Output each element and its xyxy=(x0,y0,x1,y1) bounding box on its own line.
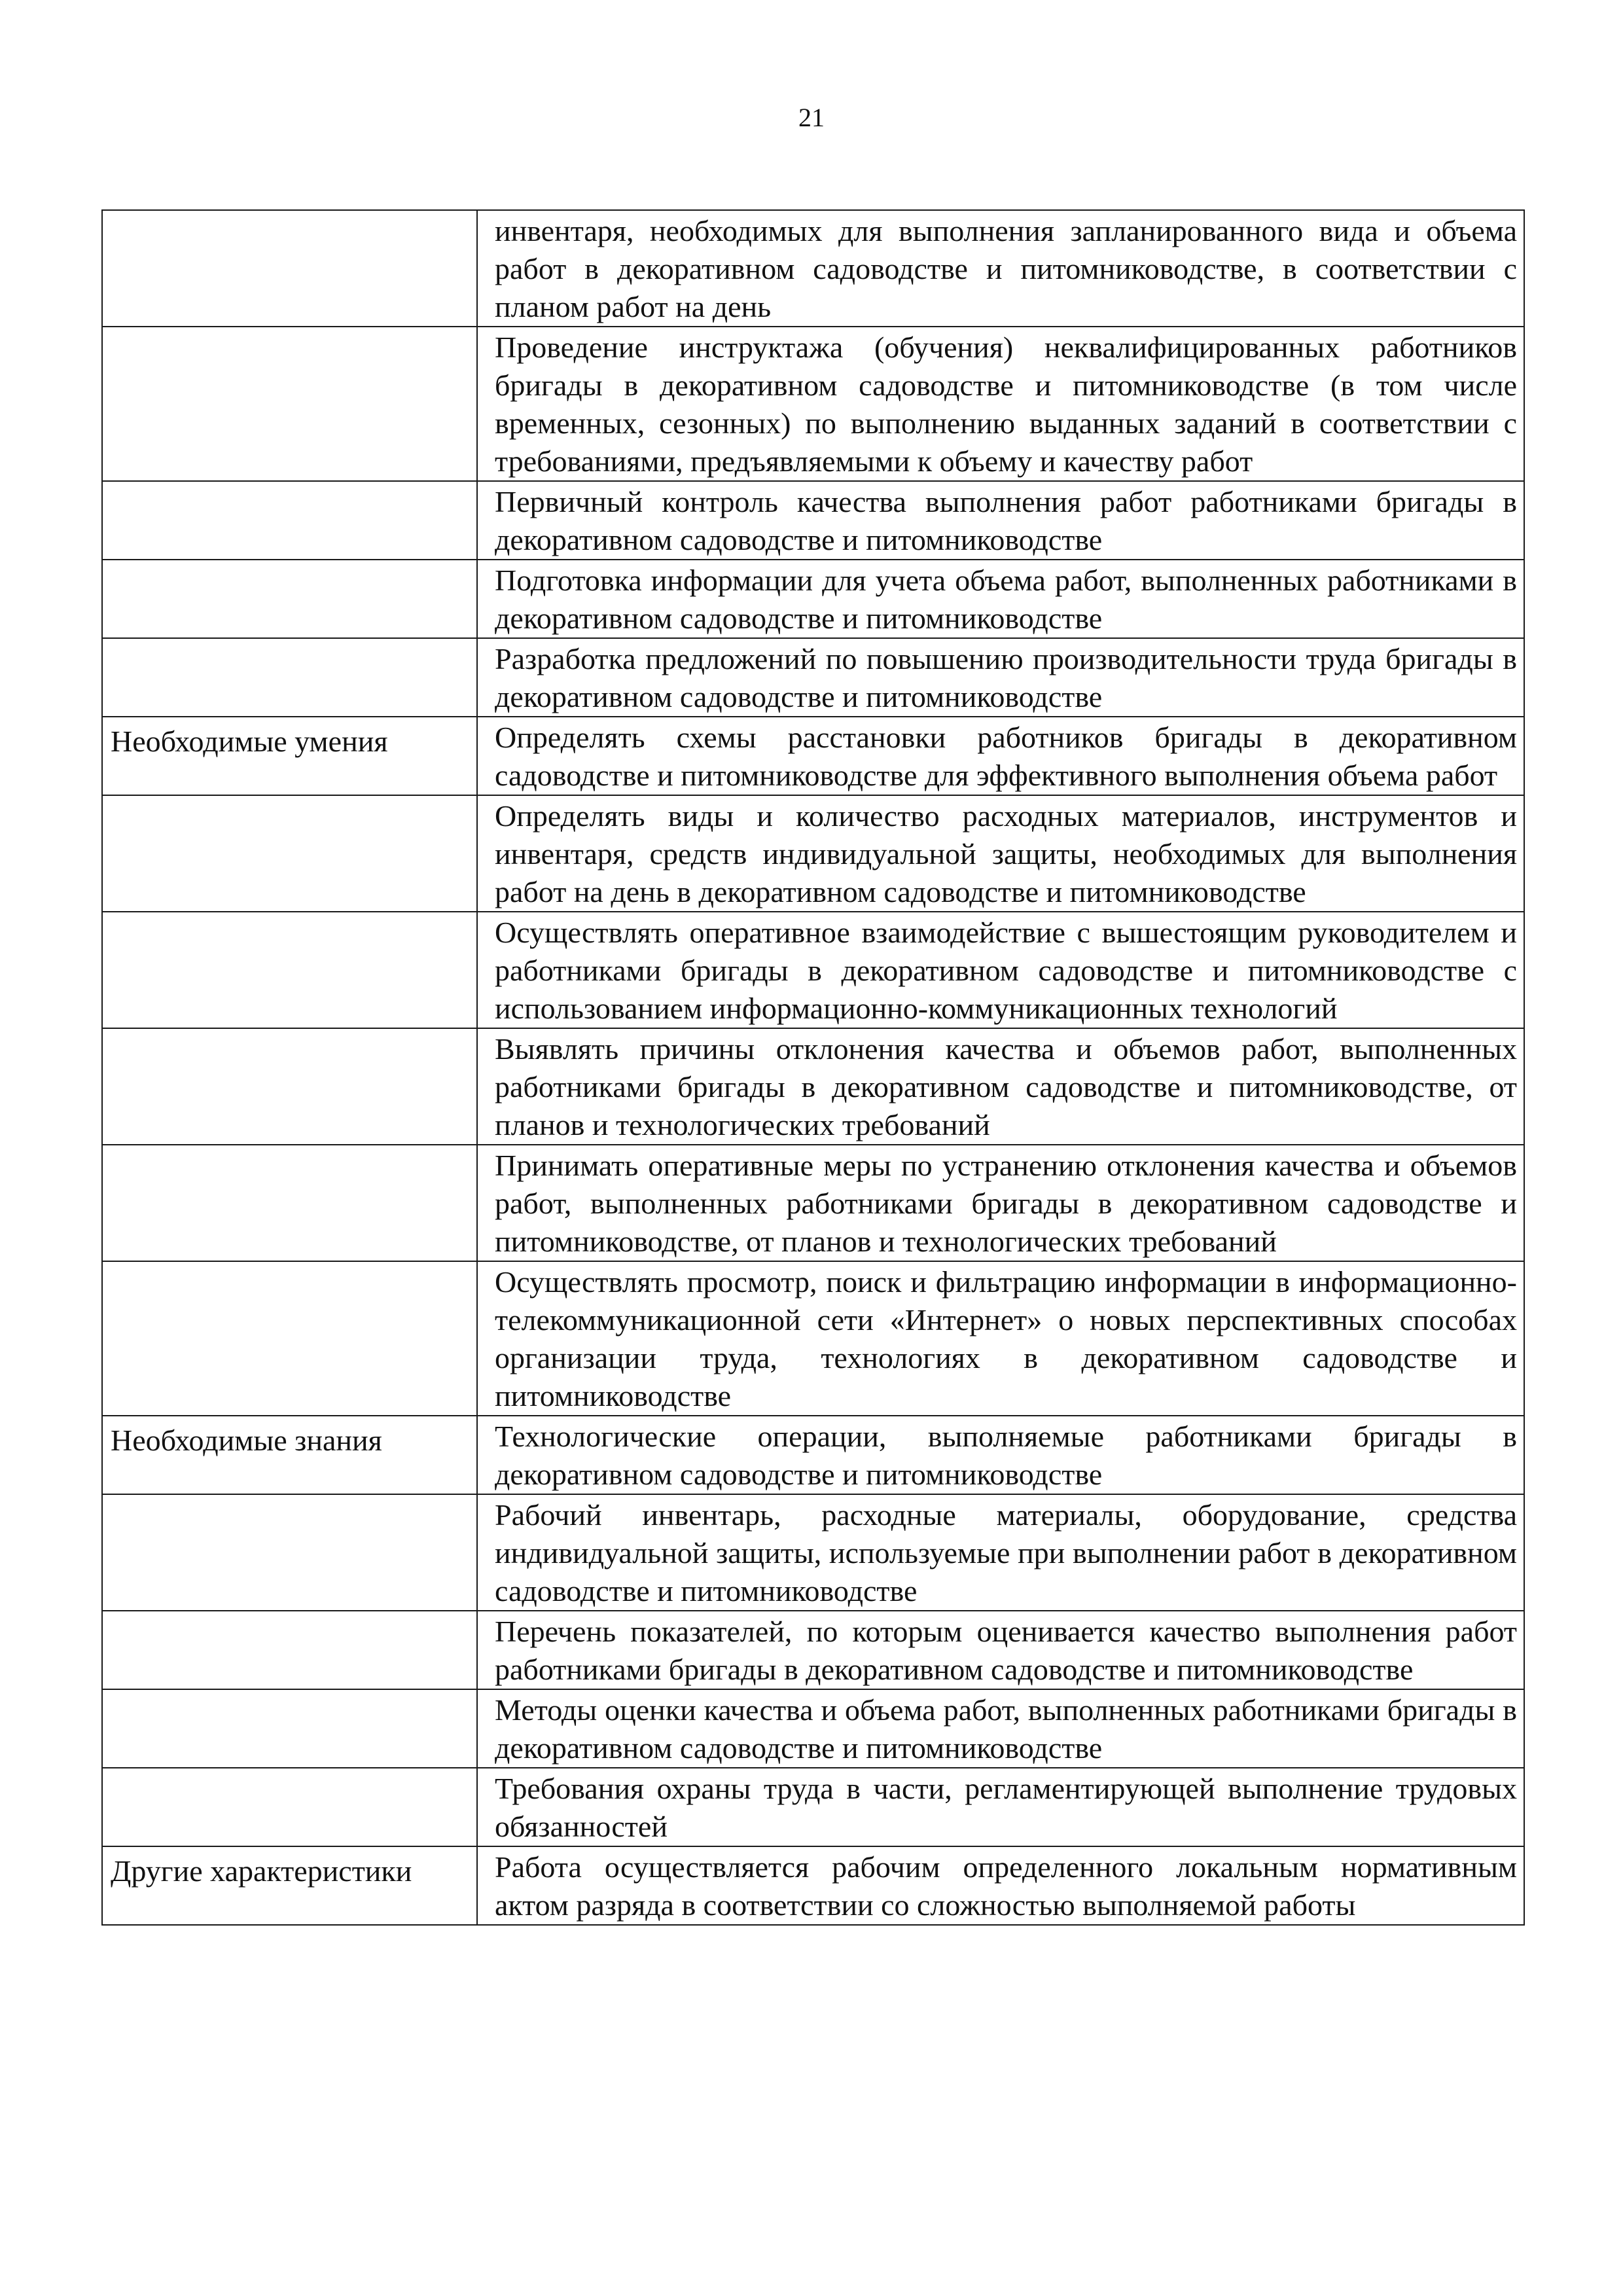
row-text: Первичный контроль качества выполнения работ работниками бригады в декоративном садоводстве и питомниководстве xyxy=(477,481,1524,560)
page-number: 21 xyxy=(798,103,825,132)
row-text: Технологические операции, выполняемые работниками бригады в декоративном садоводстве и питомниководстве xyxy=(477,1416,1524,1494)
section-label-skills: Необходимые умения xyxy=(102,717,477,795)
table-row xyxy=(102,717,1524,795)
table-row xyxy=(102,1145,1524,1261)
table-row xyxy=(102,1494,1524,1611)
table-row xyxy=(102,638,1524,717)
row-text: Выявлять причины отклонения качества и объемов работ, выполненных работниками бригады в декоративном садоводстве и питомниководстве, от планов и технологических требований xyxy=(477,1028,1524,1145)
table-row xyxy=(102,1611,1524,1689)
row-label xyxy=(102,795,477,912)
row-text: Методы оценки качества и объема работ, выполненных работниками бригады в декоративном садоводстве и питомниководстве xyxy=(477,1689,1524,1768)
table-row xyxy=(102,1846,1524,1925)
row-text: Требования охраны труда в части, регламентирующей выполнение трудовых обязанностей xyxy=(477,1768,1524,1846)
row-text: Работа осуществляется рабочим определенного локальным нормативным актом разряда в соответствии со сложностью выполняемой работы xyxy=(477,1846,1524,1925)
row-label xyxy=(102,1145,477,1261)
row-label xyxy=(102,1494,477,1611)
row-text: Подготовка информации для учета объема работ, выполненных работниками в декоративном садоводстве и питомниководстве xyxy=(477,560,1524,638)
row-label xyxy=(102,1028,477,1145)
table-row xyxy=(102,327,1524,481)
row-label xyxy=(102,560,477,638)
row-label xyxy=(102,1611,477,1689)
table-row xyxy=(102,795,1524,912)
row-text: Осуществлять оперативное взаимодействие с вышестоящим руководителем и работниками бригады в декоративном садоводстве и питомниководстве с использованием информационно-коммуникационных технологий xyxy=(477,912,1524,1028)
row-label xyxy=(102,210,477,327)
row-text: Рабочий инвентарь, расходные материалы, оборудование, средства индивидуальной защиты, используемые при выполнении работ в декоративном садоводстве и питомниководстве xyxy=(477,1494,1524,1611)
competency-table xyxy=(101,209,1525,1926)
table-row xyxy=(102,560,1524,638)
row-text: Осуществлять просмотр, поиск и фильтрацию информации в информационно-телекоммуникационной сети «Интернет» о новых перспективных способах организации труда, технологиях в декоративном садоводстве и питомниководстве xyxy=(477,1261,1524,1416)
table-row xyxy=(102,210,1524,327)
row-text: Принимать оперативные меры по устранению отклонения качества и объемов работ, выполненных работниками бригады в декоративном садоводстве и питомниководстве, от планов и технологических требований xyxy=(477,1145,1524,1261)
section-label-knowledge: Необходимые знания xyxy=(102,1416,477,1494)
row-text: Определять виды и количество расходных материалов, инструментов и инвентаря, средств индивидуальной защиты, необходимых для выполнения работ на день в декоративном садоводстве и питомниководстве xyxy=(477,795,1524,912)
row-label xyxy=(102,327,477,481)
section-label-other: Другие характеристики xyxy=(102,1846,477,1925)
row-text: Определять схемы расстановки работников бригады в декоративном садоводстве и питомниководстве для эффективного выполнения объема работ xyxy=(477,717,1524,795)
row-text: Проведение инструктажа (обучения) неквалифицированных работников бригады в декоративном садоводстве и питомниководстве (в том числе временных, сезонных) по выполнению выданных заданий в соответствии с требованиями, предъявляемыми к объему и качеству работ xyxy=(477,327,1524,481)
table-row xyxy=(102,1416,1524,1494)
row-label xyxy=(102,1689,477,1768)
row-label xyxy=(102,912,477,1028)
table-row xyxy=(102,1689,1524,1768)
row-label xyxy=(102,1768,477,1846)
row-label xyxy=(102,481,477,560)
table-row xyxy=(102,912,1524,1028)
table-row xyxy=(102,1261,1524,1416)
row-label xyxy=(102,1261,477,1416)
table-row xyxy=(102,481,1524,560)
row-text: Перечень показателей, по которым оценивается качество выполнения работ работниками бригады в декоративном садоводстве и питомниководстве xyxy=(477,1611,1524,1689)
row-text: инвентаря, необходимых для выполнения запланированного вида и объема работ в декоративном садоводстве и питомниководстве, в соответствии с планом работ на день xyxy=(477,210,1524,327)
row-label xyxy=(102,638,477,717)
table-row xyxy=(102,1768,1524,1846)
row-text: Разработка предложений по повышению производительности труда бригады в декоративном садоводстве и питомниководстве xyxy=(477,638,1524,717)
table-row xyxy=(102,1028,1524,1145)
